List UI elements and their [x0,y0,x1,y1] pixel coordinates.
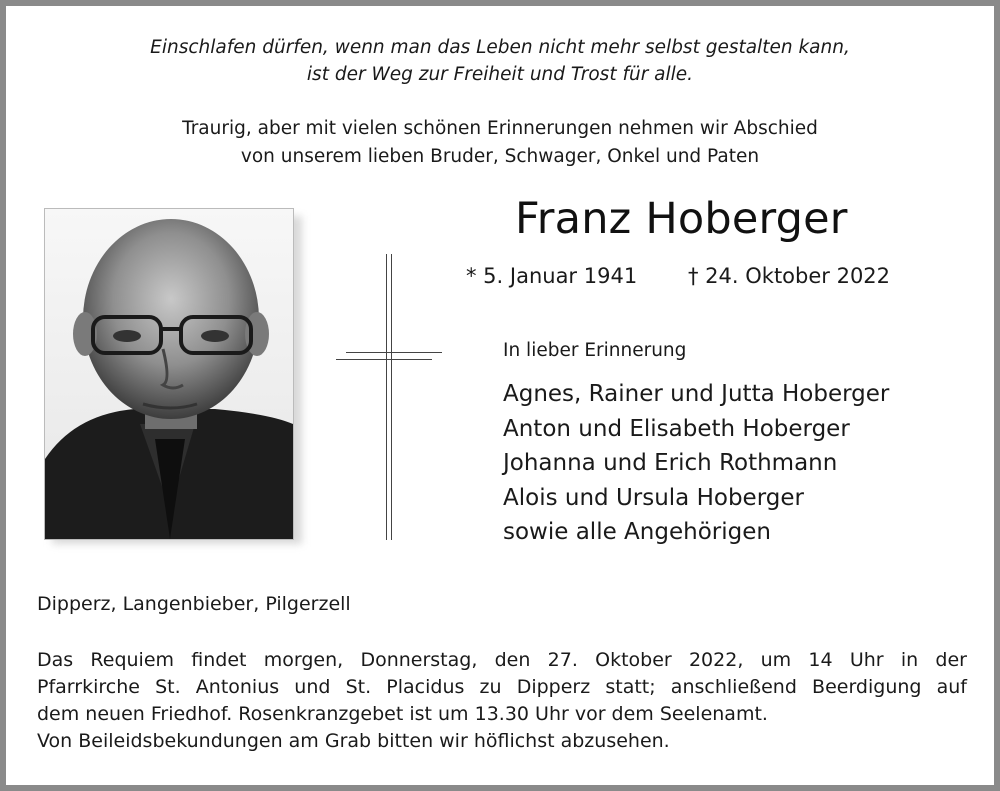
intro-text [0,115,1000,171]
intro-line-1: Traurig, aber mit vielen schönen Erinnerungen nehmen wir Abschied [182,118,818,139]
portrait-image [45,209,293,539]
quote-line-2: ist der Weg zur Freiheit und Trost für alle. [306,64,694,85]
mourner-entry: Anton und Elisabeth Hoberger [503,415,850,442]
places: Dipperz, Langenbieber, Pilgerzell [37,593,351,615]
notice-line-2: Pfarrkirche St. Antonius und St. Placidus zu Dipperz statt; anschließend Beerdigung auf [37,676,967,698]
intro-line-2: von unserem lieben Bruder, Schwager, Onkel und Paten [240,146,760,167]
mourner-entry: sowie alle Angehörigen [503,519,771,545]
funeral-notice [37,647,967,755]
deceased-name: Franz Hoberger [515,194,848,244]
notice-line-4: Von Beileidsbekundungen am Grab bitten wir höflichst abzusehen. [37,730,670,752]
mourner-entry: Agnes, Rainer und Jutta Hoberger [503,381,890,407]
mourners-list [503,377,889,550]
notice-line-3: dem neuen Friedhof. Rosenkranzgebet ist um 13.30 Uhr vor dem Seelenamt. [37,703,768,725]
quote-line-1: Einschlafen dürfen, wenn man das Leben nicht mehr selbst gestalten kann, [150,37,850,58]
mourner-entry: Johanna und Erich Rothmann [503,450,838,476]
notice-line-1: Das Requiem findet morgen, Donnerstag, den 27. Oktober 2022, um 14 Uhr in der [37,649,967,671]
quote [0,34,1000,88]
mourner-entry: Alois und Ursula Hoberger [503,484,804,511]
memory-label: In lieber Erinnerung [503,340,687,361]
death-date: † 24. Oktober 2022 [688,264,891,288]
birth-date: * 5. Januar 1941 [466,264,638,288]
portrait-photo [44,208,294,540]
